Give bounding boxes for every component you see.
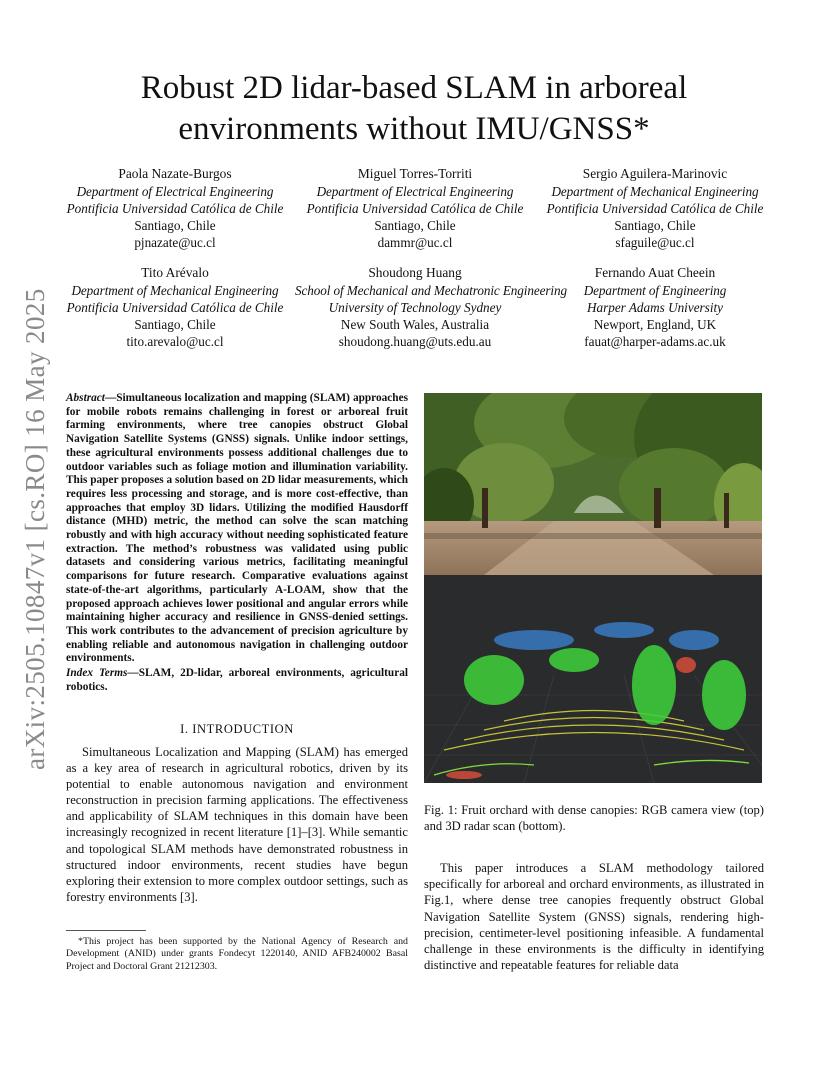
author-email: sfaguile@uc.cl — [615, 235, 695, 250]
author-name: Tito Arévalo — [141, 265, 209, 280]
author-university: Pontificia Universidad Católica de Chile — [546, 201, 764, 216]
author-university: Harper Adams University — [586, 300, 723, 315]
author-location: Santiago, Chile — [614, 218, 696, 233]
lidar-3d-scan — [424, 575, 762, 783]
arxiv-identifier: arXiv:2505.10847v1 [cs.RO] 16 May 2025 — [20, 288, 50, 770]
author-location: Santiago, Chile — [374, 218, 456, 233]
index-terms — [66, 667, 408, 694]
section-heading-introduction: I. INTRODUCTION — [180, 722, 294, 736]
author-university: Pontificia Universidad Católica de Chile — [306, 201, 524, 216]
authors-row-2 — [55, 264, 775, 350]
author-location: New South Wales, Australia — [340, 317, 490, 332]
author-location: Newport, England, UK — [593, 317, 717, 332]
author-department: Department of Mechanical Engineering — [551, 184, 759, 199]
author-location: Santiago, Chile — [134, 317, 216, 332]
author-department: School of Mechanical and Mechatronic Engineering — [295, 283, 567, 298]
author-email: dammr@uc.cl — [377, 235, 453, 250]
author-name: Shoudong Huang — [368, 265, 462, 280]
author-email: fauat@harper-adams.ac.uk — [584, 334, 726, 349]
abstract — [66, 392, 408, 694]
author-university: University of Technology Sydney — [328, 300, 502, 315]
author-block — [55, 264, 295, 350]
author-block — [535, 165, 775, 251]
author-email: pjnazate@uc.cl — [134, 235, 216, 250]
paper-title: Robust 2D lidar-based SLAM in arboreal environments without IMU/GNSS* — [140, 70, 688, 147]
figure-caption: Fig. 1: Fruit orchard with dense canopies: RGB camera view (top) and 3D radar scan (bottom). — [424, 803, 764, 834]
author-email: tito.arevalo@uc.cl — [126, 334, 224, 349]
author-email: shoudong.huang@uts.edu.au — [338, 334, 492, 349]
author-name: Miguel Torres-Torriti — [357, 166, 473, 181]
author-block — [295, 165, 535, 251]
footnote: *This project has been supported by the National Agency of Research and Development (ANID) under grants Fondecyt 1220140, ANID AFB240002 Basal Project and Doctoral Grant 21212303. — [66, 936, 408, 972]
orchard-rgb-photo — [424, 393, 762, 575]
author-department: Department of Electrical Engineering — [316, 184, 514, 199]
author-department: Department of Electrical Engineering — [76, 184, 274, 199]
author-name: Sergio Aguilera-Marinovic — [582, 166, 728, 181]
abstract-text: —Simultaneous localization and mapping (SLAM) approaches for mobile robots remains challenging in forest or arboreal fruit farming environments, where tree canopies obstruct Global Navigation Satellite Systems (GNSS) signals. Unlike indoor settings, these agricultural environments possess additional challenges due to outdoor variables such as foliage motion and illumination variability. This paper proposes a solution based on 2D lidar measurements, which requires less processing and storage, and is more cost-effective, than approaches that employ 3D lidars. Utilizing the modified Hausdorff distance (MHD) metric, the method can solve the scan matching robustly and with high accuracy without needing sophisticated feature extraction. The method’s robustness was validated using public datasets and considering various metrics, facilitating meaningful comparisons for future research. Comparative evaluations against state-of-the-art algorithms, particularly A-LOAM, show that the proposed approach achieves lower positional and angular errors while maintaining higher accuracy and resilience in GNSS-denied settings. This work contributes to the advancement of precision agriculture by enabling reliable and autonomous navigation in challenging outdoor environments. — [66, 392, 408, 665]
author-name: Fernando Auat Cheein — [594, 265, 716, 280]
body-paragraph: This paper introduces a SLAM methodology tailored specifically for arboreal and orchard environments, as illustrated in Fig.1, where dense tree canopies frequently obstruct Global Navigation Satellite System (GNSS) signals, rendering high-precision, centimeter-level positioning infeasible. A fundamental challenge in these environments is the difficulty in identifying distinctive and repeatable features for reliable data — [424, 861, 764, 973]
footnote-divider — [66, 930, 146, 931]
author-location: Santiago, Chile — [134, 218, 216, 233]
author-block — [55, 165, 295, 251]
author-block — [295, 264, 567, 350]
author-department: Department of Mechanical Engineering — [71, 283, 279, 298]
author-university: Pontificia Universidad Católica de Chile — [66, 300, 284, 315]
index-terms-text: —SLAM, 2D-lidar, arboreal environments, agricultural robotics. — [66, 667, 408, 693]
index-terms-label: Index Terms — [66, 667, 128, 680]
figure-1 — [424, 393, 762, 783]
author-university: Pontificia Universidad Católica de Chile — [66, 201, 284, 216]
authors-row-1 — [55, 165, 775, 251]
author-block — [535, 264, 775, 350]
abstract-label: Abstract — [66, 392, 105, 404]
introduction-paragraph: Simultaneous Localization and Mapping (SLAM) has emerged as a key area of research in agricultural robotics, driven by its potential to enable autonomous navigation and environment reconstruction in precision farming applications. The effectiveness and applicability of SLAM techniques in this domain have been increasingly recognized in recent literature [1]–[3]. While semantic and topological SLAM methods have demonstrated robustness in structured indoor environments, recent studies have begun exploring their extension to more complex outdoor settings, such as forestry environments [3]. — [66, 745, 408, 904]
author-department: Department of Engineering — [583, 283, 727, 298]
author-name: Paola Nazate-Burgos — [118, 166, 232, 181]
